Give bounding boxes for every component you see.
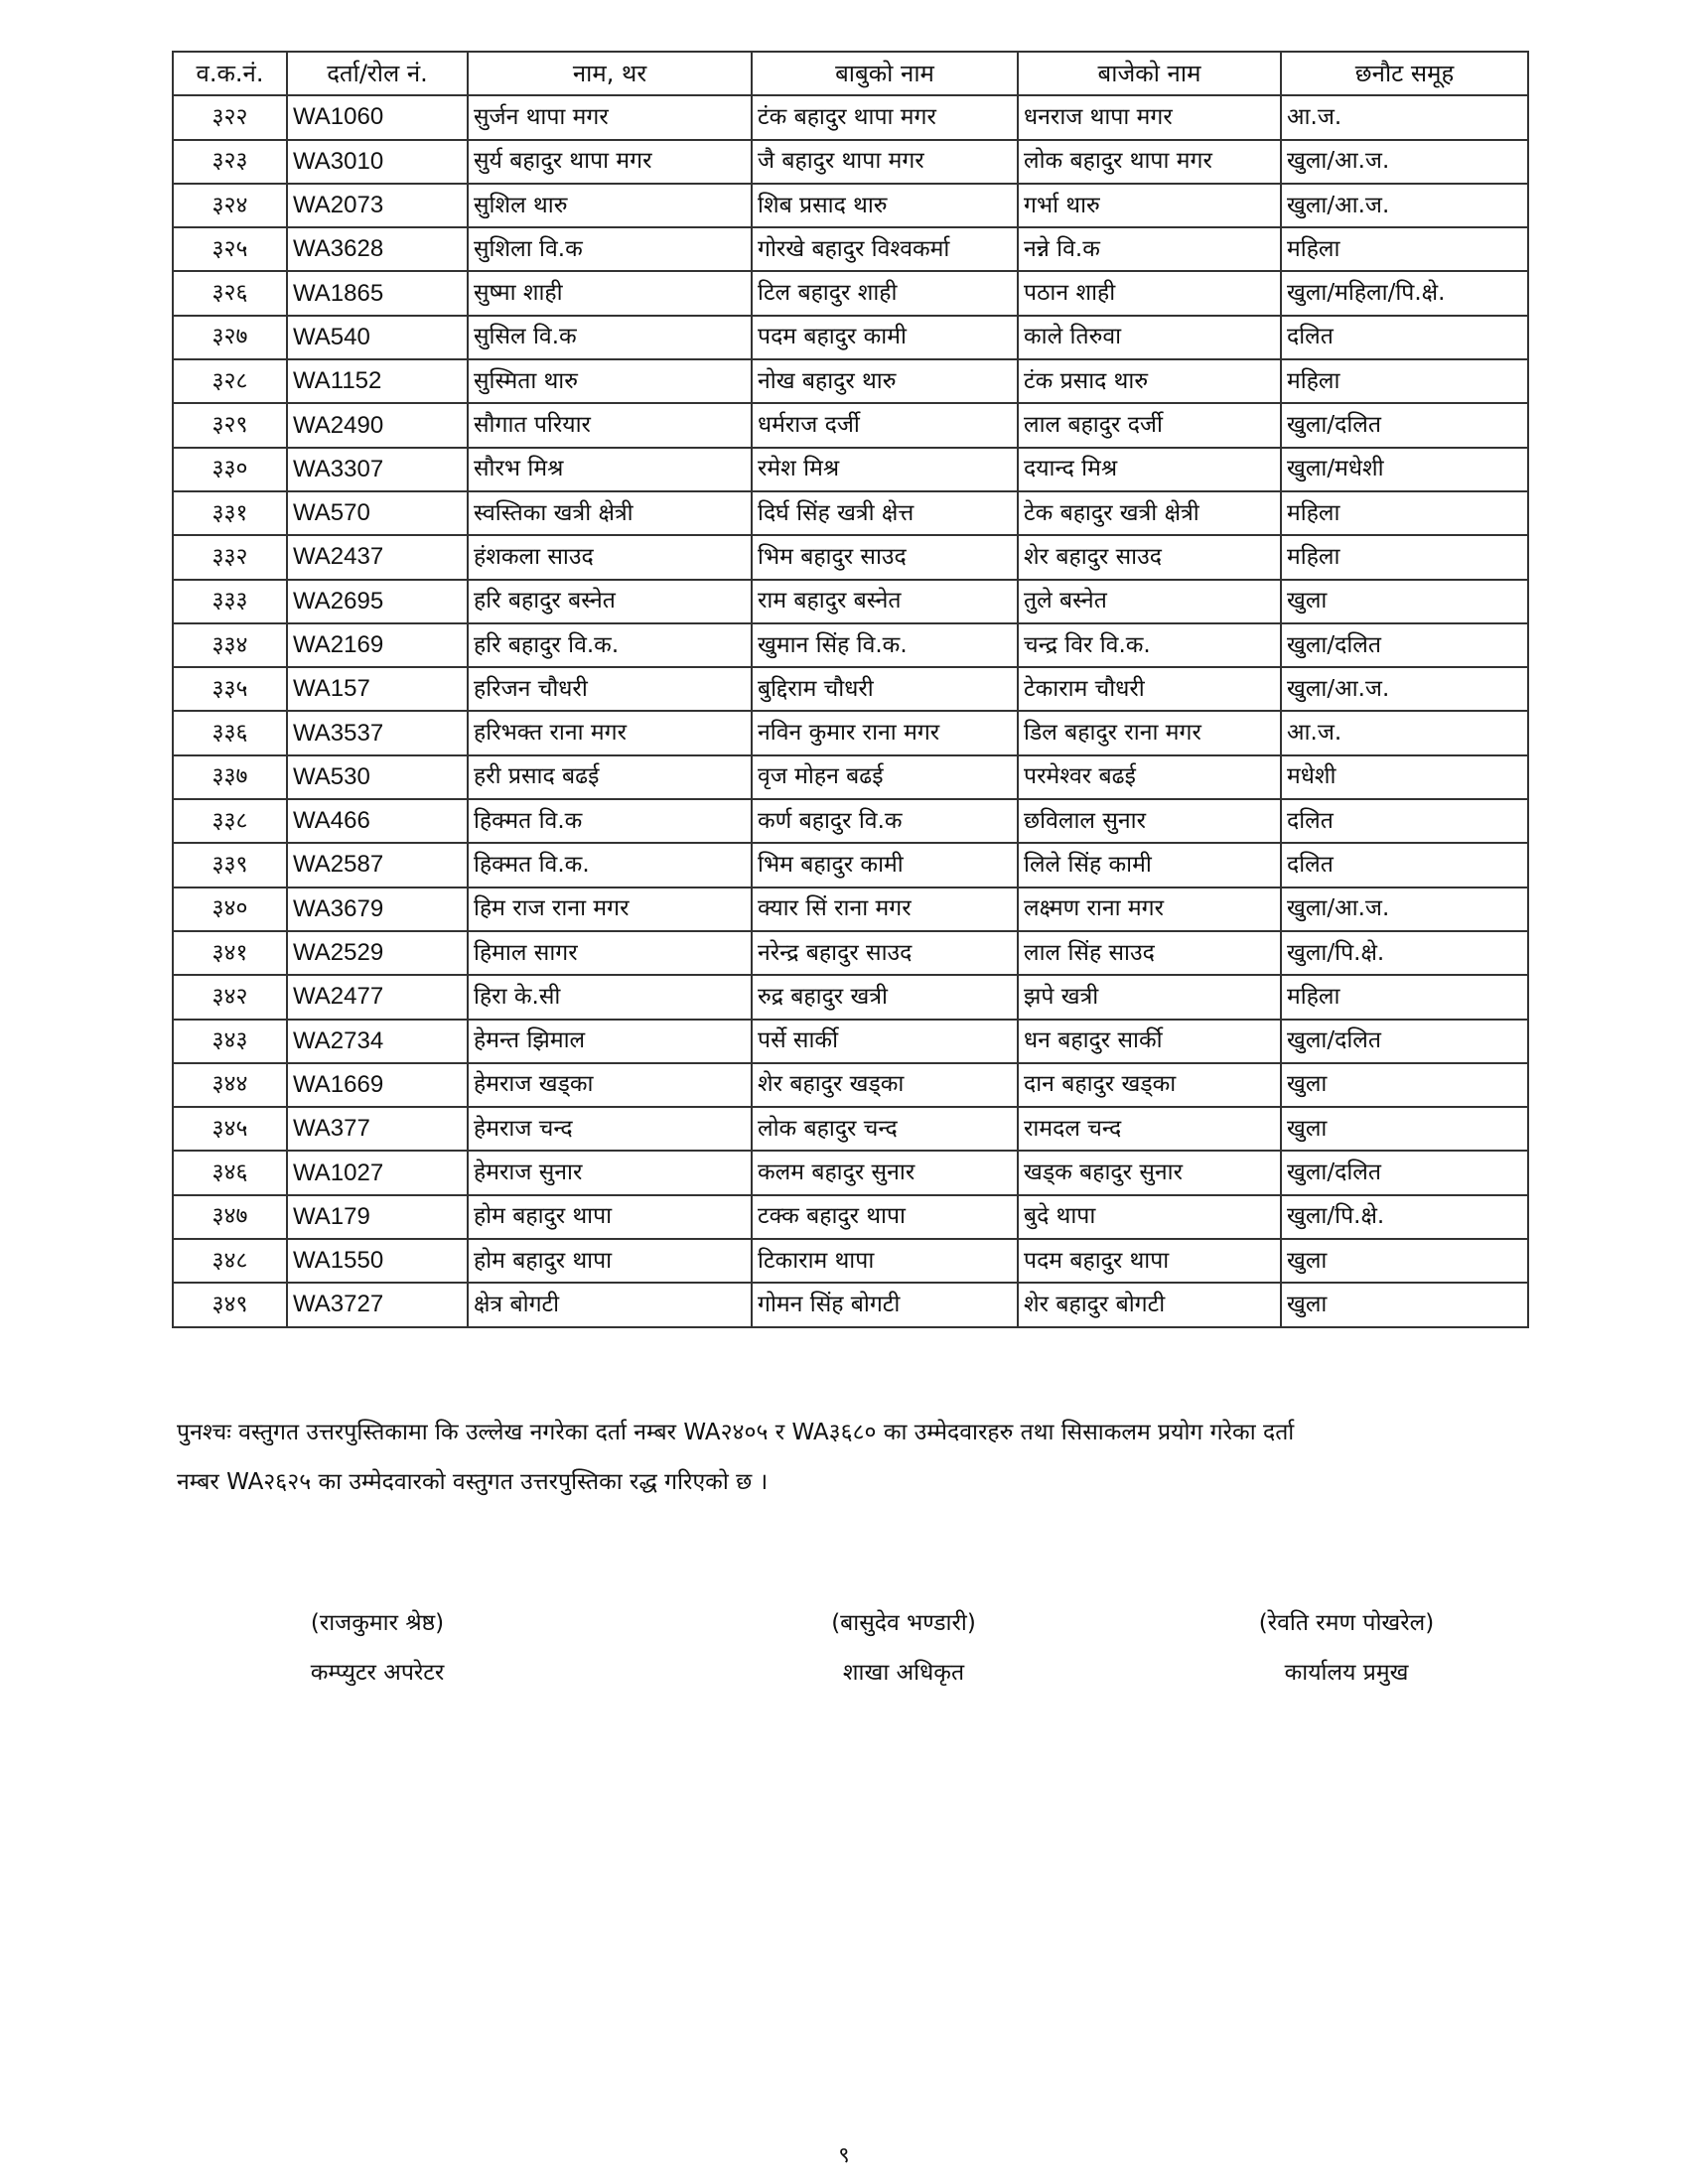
father-name-cell: नोख बहादुर थारु	[752, 359, 1018, 403]
serial-cell: ३३१	[173, 491, 287, 535]
table-row	[173, 359, 1528, 403]
signatory-name: (राजकुमार श्रेष्ठ)	[310, 1610, 445, 1636]
results-table	[172, 51, 1529, 1328]
grandfather-name-cell: नन्ने वि.क	[1018, 227, 1281, 271]
roll-cell: WA2477	[287, 975, 468, 1019]
col-header-name: नाम, थर	[468, 52, 752, 95]
serial-cell: ३२६	[173, 271, 287, 315]
name-cell: हिक्मत वि.क	[468, 799, 752, 843]
father-name-cell: भिम बहादुर कामी	[752, 843, 1018, 887]
name-cell: हरि बहादुर वि.क.	[468, 623, 752, 667]
signatory-title: कार्यालय प्रमुख	[1284, 1660, 1409, 1686]
table-row	[173, 227, 1528, 271]
table-row	[173, 931, 1528, 975]
father-name-cell: कर्ण बहादुर वि.क	[752, 799, 1018, 843]
table-row	[173, 95, 1528, 139]
grandfather-name-cell: तुले बस्नेत	[1018, 580, 1281, 623]
serial-cell: ३३२	[173, 535, 287, 579]
group-cell: आ.ज.	[1281, 95, 1528, 139]
serial-cell: ३२७	[173, 316, 287, 359]
roll-cell: WA530	[287, 755, 468, 799]
table-row	[173, 755, 1528, 799]
father-name-cell: शिब प्रसाद थारु	[752, 184, 1018, 227]
father-name-cell: टंक बहादुर थापा मगर	[752, 95, 1018, 139]
grandfather-name-cell: परमेश्वर बढई	[1018, 755, 1281, 799]
name-cell: स्वस्तिका खत्री क्षेत्री	[468, 491, 752, 535]
roll-cell: WA1550	[287, 1239, 468, 1283]
group-cell: खुला/महिला/पि.क्षे.	[1281, 271, 1528, 315]
header-row	[173, 52, 1528, 95]
group-cell: खुला	[1281, 1063, 1528, 1107]
father-name-cell: टक्क बहादुर थापा	[752, 1195, 1018, 1239]
signatory-title: शाखा अधिकृत	[842, 1660, 965, 1686]
col-header-serial: व.क.नं.	[173, 52, 287, 95]
table-row	[173, 403, 1528, 447]
group-cell: महिला	[1281, 535, 1528, 579]
table-row	[173, 1107, 1528, 1151]
group-cell: दलित	[1281, 843, 1528, 887]
father-name-cell: वृज मोहन बढई	[752, 755, 1018, 799]
serial-cell: ३४७	[173, 1195, 287, 1239]
table-row	[173, 843, 1528, 887]
table-row	[173, 316, 1528, 359]
note-line-2: नम्बर WA२६२५ का उम्मेदवारको वस्तुगत उत्तरपुस्तिका रद्ध गरिएको छ ।	[177, 1469, 769, 1495]
roll-cell: WA2695	[287, 580, 468, 623]
grandfather-name-cell: धनराज थापा मगर	[1018, 95, 1281, 139]
roll-cell: WA3537	[287, 711, 468, 754]
group-cell: खुला	[1281, 1239, 1528, 1283]
roll-cell: WA1669	[287, 1063, 468, 1107]
grandfather-name-cell: लक्ष्मण राना मगर	[1018, 887, 1281, 931]
roll-cell: WA2734	[287, 1020, 468, 1063]
roll-cell: WA2529	[287, 931, 468, 975]
roll-cell: WA3727	[287, 1283, 468, 1326]
grandfather-name-cell: पठान शाही	[1018, 271, 1281, 315]
table-row	[173, 667, 1528, 711]
grandfather-name-cell: लोक बहादुर थापा मगर	[1018, 140, 1281, 184]
grandfather-name-cell: छविलाल सुनार	[1018, 799, 1281, 843]
name-cell: हेमराज सुनार	[468, 1151, 752, 1194]
grandfather-name-cell: खड्क बहादुर सुनार	[1018, 1151, 1281, 1194]
roll-cell: WA3010	[287, 140, 468, 184]
serial-cell: ३४९	[173, 1283, 287, 1326]
serial-cell: ३४३	[173, 1020, 287, 1063]
serial-cell: ३४८	[173, 1239, 287, 1283]
name-cell: सुस्मिता थारु	[468, 359, 752, 403]
name-cell: हरिजन चौधरी	[468, 667, 752, 711]
group-cell: दलित	[1281, 799, 1528, 843]
roll-cell: WA1865	[287, 271, 468, 315]
group-cell: महिला	[1281, 359, 1528, 403]
col-header-grandfather: बाजेको नाम	[1018, 52, 1281, 95]
grandfather-name-cell: टेक बहादुर खत्री क्षेत्री	[1018, 491, 1281, 535]
roll-cell: WA1027	[287, 1151, 468, 1194]
grandfather-name-cell: धन बहादुर सार्की	[1018, 1020, 1281, 1063]
father-name-cell: पदम बहादुर कामी	[752, 316, 1018, 359]
group-cell: खुला	[1281, 580, 1528, 623]
father-name-cell: राम बहादुर बस्नेत	[752, 580, 1018, 623]
serial-cell: ३४६	[173, 1151, 287, 1194]
roll-cell: WA2437	[287, 535, 468, 579]
name-cell: सौगात परियार	[468, 403, 752, 447]
note-line-1: पुनश्चः वस्तुगत उत्तरपुस्तिकामा कि उल्लेख नगरेका दर्ता नम्बर WA२४०५ र WA३६८० का उम्मेदवारहरु तथा सिसाकलम प्रयोग गरेका दर्ता	[177, 1420, 1295, 1445]
name-cell: हिम राज राना मगर	[468, 887, 752, 931]
grandfather-name-cell: टंक प्रसाद थारु	[1018, 359, 1281, 403]
name-cell: हंशकला साउद	[468, 535, 752, 579]
roll-cell: WA2169	[287, 623, 468, 667]
group-cell: खुला/मधेशी	[1281, 448, 1528, 491]
table-row	[173, 184, 1528, 227]
serial-cell: ३३०	[173, 448, 287, 491]
table-row	[173, 580, 1528, 623]
table-row	[173, 140, 1528, 184]
father-name-cell: धर्मराज दर्जी	[752, 403, 1018, 447]
serial-cell: ३४५	[173, 1107, 287, 1151]
father-name-cell: नविन कुमार राना मगर	[752, 711, 1018, 754]
grandfather-name-cell: शेर बहादुर बोगटी	[1018, 1283, 1281, 1326]
table-row	[173, 1239, 1528, 1283]
roll-cell: WA179	[287, 1195, 468, 1239]
father-name-cell: भिम बहादुर साउद	[752, 535, 1018, 579]
father-name-cell: रमेश मिश्र	[752, 448, 1018, 491]
name-cell: सुशिल थारु	[468, 184, 752, 227]
serial-cell: ३३३	[173, 580, 287, 623]
roll-cell: WA466	[287, 799, 468, 843]
serial-cell: ३४२	[173, 975, 287, 1019]
father-name-cell: रुद्र बहादुर खत्री	[752, 975, 1018, 1019]
grandfather-name-cell: रामदल चन्द	[1018, 1107, 1281, 1151]
grandfather-name-cell: पदम बहादुर थापा	[1018, 1239, 1281, 1283]
group-cell: खुला/पि.क्षे.	[1281, 1195, 1528, 1239]
name-cell: हेमराज चन्द	[468, 1107, 752, 1151]
roll-cell: WA3307	[287, 448, 468, 491]
group-cell: खुला/दलित	[1281, 1020, 1528, 1063]
grandfather-name-cell: गर्भा थारु	[1018, 184, 1281, 227]
serial-cell: ३३५	[173, 667, 287, 711]
name-cell: सुसिल वि.क	[468, 316, 752, 359]
roll-cell: WA1152	[287, 359, 468, 403]
grandfather-name-cell: दान बहादुर खड्का	[1018, 1063, 1281, 1107]
table-row	[173, 271, 1528, 315]
signature-block-operator	[209, 1598, 546, 1698]
father-name-cell: खुमान सिंह वि.क.	[752, 623, 1018, 667]
name-cell: क्षेत्र बोगटी	[468, 1283, 752, 1326]
roll-cell: WA2073	[287, 184, 468, 227]
roll-cell: WA1060	[287, 95, 468, 139]
group-cell: खुला/आ.ज.	[1281, 184, 1528, 227]
table-row	[173, 711, 1528, 754]
serial-cell: ३३४	[173, 623, 287, 667]
postscript-note	[177, 1408, 1517, 1507]
name-cell: सुर्जन थापा मगर	[468, 95, 752, 139]
father-name-cell: बुद्दिराम चौधरी	[752, 667, 1018, 711]
father-name-cell: टिल बहादुर शाही	[752, 271, 1018, 315]
serial-cell: ३३८	[173, 799, 287, 843]
grandfather-name-cell: शेर बहादुर साउद	[1018, 535, 1281, 579]
serial-cell: ३२२	[173, 95, 287, 139]
table-row	[173, 1063, 1528, 1107]
grandfather-name-cell: चन्द्र विर वि.क.	[1018, 623, 1281, 667]
group-cell: खुला/दलित	[1281, 623, 1528, 667]
group-cell: खुला/पि.क्षे.	[1281, 931, 1528, 975]
roll-cell: WA540	[287, 316, 468, 359]
name-cell: हेमराज खड्का	[468, 1063, 752, 1107]
father-name-cell: लोक बहादुर चन्द	[752, 1107, 1018, 1151]
group-cell: खुला	[1281, 1283, 1528, 1326]
group-cell: महिला	[1281, 227, 1528, 271]
col-header-father: बाबुको नाम	[752, 52, 1018, 95]
serial-cell: ३२४	[173, 184, 287, 227]
table-row	[173, 1020, 1528, 1063]
roll-cell: WA3628	[287, 227, 468, 271]
roll-cell: WA570	[287, 491, 468, 535]
father-name-cell: गोमन सिंह बोगटी	[752, 1283, 1018, 1326]
father-name-cell: शेर बहादुर खड्का	[752, 1063, 1018, 1107]
name-cell: हरि बहादुर बस्नेत	[468, 580, 752, 623]
group-cell: दलित	[1281, 316, 1528, 359]
father-name-cell: क्यार सिं राना मगर	[752, 887, 1018, 931]
signatory-name: (बासुदेव भण्डारी)	[831, 1610, 976, 1636]
col-header-group: छनौट समूह	[1281, 52, 1528, 95]
group-cell: खुला/आ.ज.	[1281, 667, 1528, 711]
signatory-title: कम्प्युटर अपरेटर	[310, 1660, 445, 1686]
name-cell: सुष्मा शाही	[468, 271, 752, 315]
signatory-name: (रेवति रमण पोखरेल)	[1258, 1610, 1435, 1636]
grandfather-name-cell: काले तिरुवा	[1018, 316, 1281, 359]
group-cell: खुला	[1281, 1107, 1528, 1151]
grandfather-name-cell: बुदे थापा	[1018, 1195, 1281, 1239]
name-cell: हिरा के.सी	[468, 975, 752, 1019]
name-cell: हरी प्रसाद बढई	[468, 755, 752, 799]
father-name-cell: पर्से सार्की	[752, 1020, 1018, 1063]
serial-cell: ३२८	[173, 359, 287, 403]
name-cell: सुशिला वि.क	[468, 227, 752, 271]
grandfather-name-cell: टेकाराम चौधरी	[1018, 667, 1281, 711]
name-cell: हिक्मत वि.क.	[468, 843, 752, 887]
roll-cell: WA2490	[287, 403, 468, 447]
table-row	[173, 1195, 1528, 1239]
father-name-cell: जै बहादुर थापा मगर	[752, 140, 1018, 184]
group-cell: खुला/दलित	[1281, 403, 1528, 447]
grandfather-name-cell: लिले सिंह कामी	[1018, 843, 1281, 887]
group-cell: मधेशी	[1281, 755, 1528, 799]
grandfather-name-cell: लाल सिंह साउद	[1018, 931, 1281, 975]
grandfather-name-cell: डिल बहादुर राना मगर	[1018, 711, 1281, 754]
serial-cell: ३४४	[173, 1063, 287, 1107]
table-row	[173, 975, 1528, 1019]
name-cell: सौरभ मिश्र	[468, 448, 752, 491]
table-row	[173, 799, 1528, 843]
table-row	[173, 887, 1528, 931]
grandfather-name-cell: दयान्द मिश्र	[1018, 448, 1281, 491]
page-number: ९	[838, 2143, 850, 2168]
table-row	[173, 1283, 1528, 1326]
roll-cell: WA157	[287, 667, 468, 711]
name-cell: हरिभक्त राना मगर	[468, 711, 752, 754]
grandfather-name-cell: लाल बहादुर दर्जी	[1018, 403, 1281, 447]
father-name-cell: कलम बहादुर सुनार	[752, 1151, 1018, 1194]
name-cell: हेमन्त झिमाल	[468, 1020, 752, 1063]
group-cell: खुला/दलित	[1281, 1151, 1528, 1194]
serial-cell: ३४०	[173, 887, 287, 931]
table-row	[173, 623, 1528, 667]
table-row	[173, 448, 1528, 491]
father-name-cell: दिर्घ सिंह खत्री क्षेत्त	[752, 491, 1018, 535]
roll-cell: WA377	[287, 1107, 468, 1151]
name-cell: हिमाल सागर	[468, 931, 752, 975]
group-cell: महिला	[1281, 491, 1528, 535]
group-cell: खुला/आ.ज.	[1281, 140, 1528, 184]
name-cell: होम बहादुर थापा	[468, 1239, 752, 1283]
roll-cell: WA2587	[287, 843, 468, 887]
signature-block-chief	[1178, 1598, 1515, 1698]
group-cell: खुला/आ.ज.	[1281, 887, 1528, 931]
signature-block-officer	[735, 1598, 1072, 1698]
serial-cell: ३४१	[173, 931, 287, 975]
serial-cell: ३३७	[173, 755, 287, 799]
table-row	[173, 1151, 1528, 1194]
group-cell: आ.ज.	[1281, 711, 1528, 754]
father-name-cell: नरेन्द्र बहादुर साउद	[752, 931, 1018, 975]
grandfather-name-cell: झपे खत्री	[1018, 975, 1281, 1019]
serial-cell: ३२९	[173, 403, 287, 447]
name-cell: होम बहादुर थापा	[468, 1195, 752, 1239]
serial-cell: ३३६	[173, 711, 287, 754]
serial-cell: ३२५	[173, 227, 287, 271]
name-cell: सुर्य बहादुर थापा मगर	[468, 140, 752, 184]
roll-cell: WA3679	[287, 887, 468, 931]
table-row	[173, 491, 1528, 535]
serial-cell: ३३९	[173, 843, 287, 887]
father-name-cell: टिकाराम थापा	[752, 1239, 1018, 1283]
father-name-cell: गोरखे बहादुर विश्वकर्मा	[752, 227, 1018, 271]
serial-cell: ३२३	[173, 140, 287, 184]
col-header-roll: दर्ता/रोल नं.	[287, 52, 468, 95]
table-row	[173, 535, 1528, 579]
group-cell: महिला	[1281, 975, 1528, 1019]
